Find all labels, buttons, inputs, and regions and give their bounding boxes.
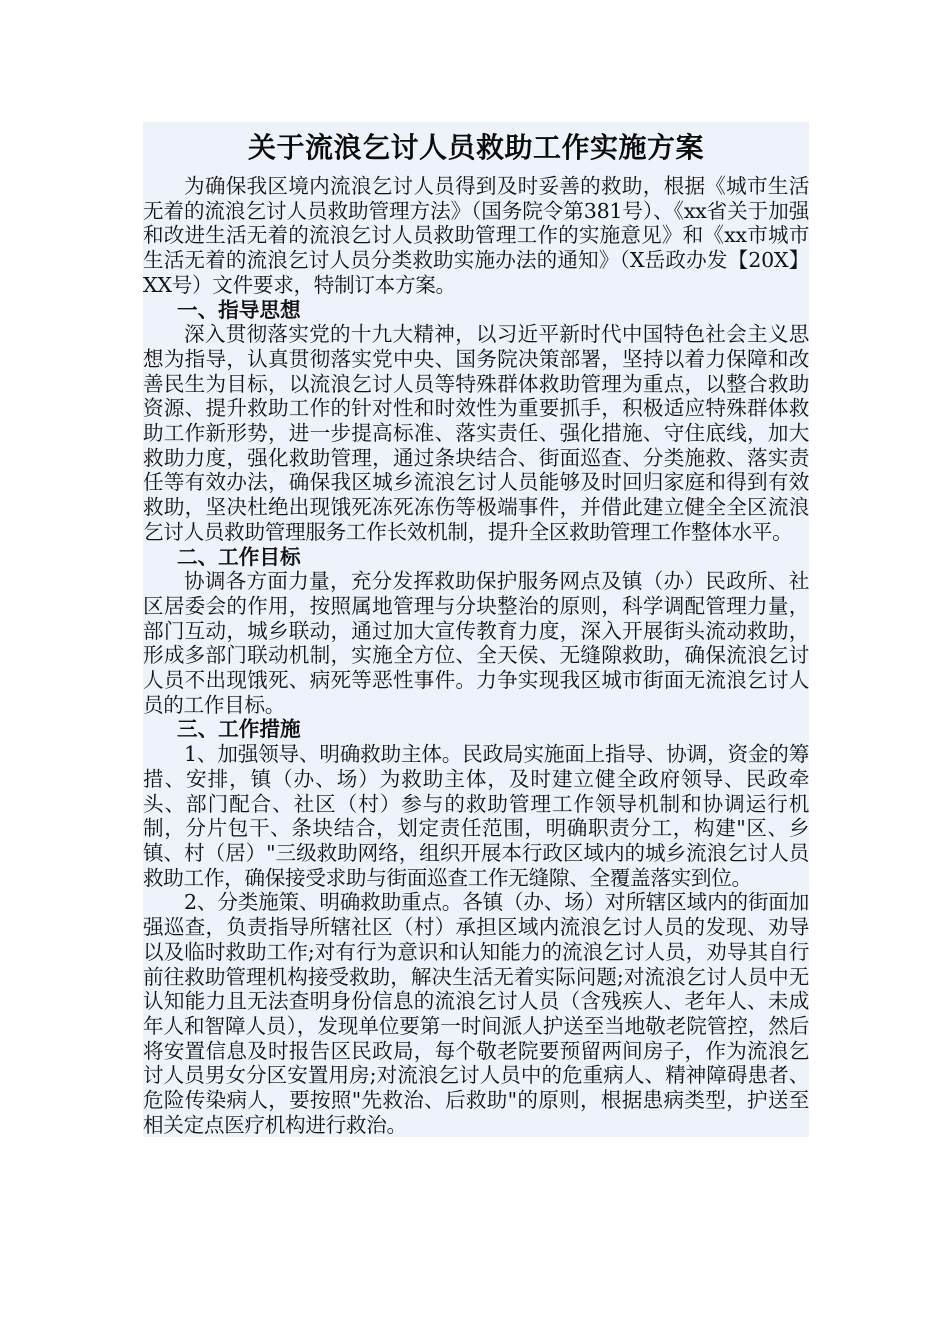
section-paragraph: 深入贯彻落实党的十九大精神，以习近平新时代中国特色社会主义思想为指导，认真贯彻落实党中央、国务院决策部署，坚持以着力保障和改善民生为目标，以流浪乞讨人员等特殊群体救助管理为重点，以整合救助资源、提升救助工作的针对性和时效性为重要抓手，积极适应特殊群体救助工作新形势，进一步提高标准、落实责任、强化措施、守住底线，加大救助力度，强化救助管理，通过条块结合、街面巡查、分类施救、落实责任等有效办法，确保我区城乡流浪乞讨人员能够及时回归家庭和得到有效救助，坚决杜绝出现饿死冻死冻伤等极端事件，并借此建立健全全区流浪乞讨人员救助管理服务工作长效机制，提升全区救助管理工作整体水平。 bbox=[143, 322, 809, 544]
section-paragraph: 2、分类施策、明确救助重点。各镇（办、场）对所辖区域内的街面加强巡查，负责指导所辖社区（村）承担区域内流浪乞讨人员的发现、劝导以及临时救助工作;对有行为意识和认知能力的流浪乞讨人员，劝导其自行前往救助管理机构接受救助，解决生活无着实际问题;对流浪乞讨人员中无认知能力且无法查明身份信息的流浪乞讨人员（含残疾人、老年人、未成年人和智障人员），发现单位要第一时间派人护送至当地敬老院管控，然后将安置信息及时报告区民政局，每个敬老院要预留两间房子，作为流浪乞讨人员男女分区安置用房;对流浪乞讨人员中的危重病人、精神障碍患者、危险传染病人，要按照"先救治、后救助"的原则，根据患病类型，护送至相关定点医疗机构进行救治。 bbox=[143, 890, 809, 1137]
document-title: 关于流浪乞讨人员救助工作实施方案 bbox=[247, 131, 704, 164]
section-paragraph: 1、加强领导、明确救助主体。民政局实施面上指导、协调，资金的筹措、安排，镇（办、场）为救助主体，及时建立健全政府领导、民政牵头、部门配合、社区（村）参与的救助管理工作领导机制和协调运行机制，分片包干、条块结合，划定责任范围，明确职责分工，构建"区、乡镇、村（居）"三级救助网络，组织开展本行政区域内的城乡流浪乞讨人员救助工作，确保接受求助与街面巡查工作无缝隙、全覆盖落实到位。 bbox=[143, 742, 809, 890]
section-paragraph: 协调各方面力量，充分发挥救助保护服务网点及镇（办）民政所、社区居委会的作用，按照属地管理与分块整治的原则，科学调配管理力量，部门互动，城乡联动，通过加大宣传教育力度，深入开展街头流动救助，形成多部门联动机制，实施全方位、全天侯、无缝隙救助，确保流浪乞讨人员不出现饿死、病死等恶性事件。力争实现我区城市街面无流浪乞讨人员的工作目标。 bbox=[143, 569, 809, 717]
intro-paragraph: 为确保我区境内流浪乞讨人员得到及时妥善的救助，根据《城市生活无着的流浪乞讨人员救助管理方法》（国务院令第381号）、《xx省关于加强和改进生活无着的流浪乞讨人员救助管理工作的实施意见》和《xx市城市生活无着的流浪乞讨人员分类救助实施办法的通知》（X岳政办发【20X】XX号）文件要求，特制订本方案。 bbox=[143, 174, 809, 297]
section-heading-guiding-ideology: 一、指导思想 bbox=[177, 297, 301, 322]
document-body bbox=[143, 122, 809, 1137]
section-heading-work-goals: 二、工作目标 bbox=[177, 544, 301, 569]
section-heading-work-measures: 三、工作措施 bbox=[177, 717, 301, 742]
document-page bbox=[143, 122, 809, 1202]
